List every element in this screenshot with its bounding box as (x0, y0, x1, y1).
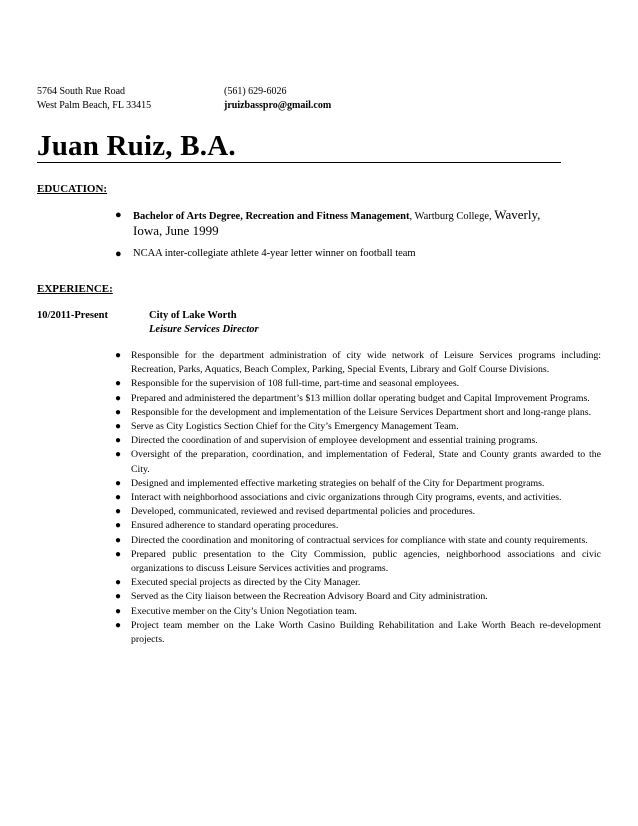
job-date: 10/2011-Present (37, 310, 108, 321)
list-item (109, 420, 601, 434)
experience-bullet: Serve as City Logistics Section Chief for the City’s Emergency Management Team. (131, 421, 459, 433)
list-item (109, 605, 601, 619)
list-item (109, 448, 601, 476)
education-heading: EDUCATION: (37, 183, 108, 195)
job-employer: City of Lake Worth (149, 310, 237, 321)
experience-bullet: Designed and implemented effective marketing strategies on behalf of the City for Department programs. (131, 477, 545, 489)
experience-bullet: Served as the City liaison between the Recreation Advisory Board and City administration. (131, 591, 488, 603)
experience-bullet: Project team member on the Lake Worth Casino Building Rehabilitation and Lake Worth Beach re-development projects. (131, 619, 601, 646)
bullet-icon: ● (115, 506, 122, 518)
experience-list (109, 349, 601, 647)
address-line-1: 5764 South Rue Road (37, 86, 126, 97)
list-item (109, 406, 601, 420)
bullet-icon: ● (115, 619, 122, 631)
experience-bullet: Responsible for the development and implementation of the Leisure Services Department short and long-range plans. (131, 406, 592, 418)
degree-date: Iowa, June 1999 (133, 223, 219, 238)
list-item (109, 434, 601, 448)
bullet-icon: ● (115, 449, 122, 461)
bullet-icon: ● (115, 435, 122, 447)
degree-school: , Wartburg College, (409, 211, 495, 222)
list-item (109, 548, 601, 576)
experience-bullet: Responsible for the department administration of city wide network of Leisure Services programs including: Recreation, Parks, Aquatics, Beach Complex, Parking, Special Events, Library and Golf Course Divisions. (131, 350, 601, 376)
experience-bullet: Oversight of the preparation, coordination, and implementation of Federal, State and County grants awarded to the City. (131, 449, 601, 475)
experience-bullet: Ensured adherence to standard operating procedures. (131, 520, 339, 532)
experience-bullet: Directed the coordination and monitoring of contractual services for compliance with state and county requirements. (131, 534, 588, 546)
education-list (109, 208, 589, 268)
bullet-icon: ● (115, 605, 122, 617)
experience-bullet: Responsible for the supervision of 108 full-time, part-time and seasonal employees. (131, 378, 460, 390)
experience-bullet: Prepared and administered the department’s $13 million dollar operating budget and Capital Improvement Programs. (131, 392, 590, 404)
bullet-icon: ● (115, 209, 122, 221)
list-item (109, 519, 601, 533)
list-item (109, 477, 601, 491)
list-item (109, 590, 601, 604)
bullet-icon: ● (115, 520, 122, 532)
experience-bullet: Prepared public presentation to the City Commission, public agencies, neighborhood associations and civic organizations to discuss Leisure Services activities and programs. (131, 548, 601, 575)
bullet-icon: ● (115, 591, 122, 603)
email-address: jruizbasspro@gmail.com (224, 100, 332, 111)
degree-city: Waverly, (494, 207, 541, 222)
bullet-icon: ● (115, 378, 122, 390)
bullet-icon: ● (115, 534, 122, 546)
experience-bullet: Developed, communicated, reviewed and revised departmental policies and procedures. (131, 506, 476, 518)
list-item (109, 619, 601, 647)
bullet-icon: ● (115, 248, 122, 260)
bullet-icon: ● (115, 492, 122, 504)
list-item (109, 208, 589, 240)
list-item (109, 392, 601, 406)
experience-bullet: Executive member on the City’s Union Negotiation team. (131, 605, 357, 617)
job-title: Leisure Services Director (149, 324, 259, 335)
bullet-icon: ● (115, 477, 122, 489)
experience-bullet: Directed the coordination of and supervision of employee development and essential training programs. (131, 435, 538, 447)
address-line-2: West Palm Beach, FL 33415 (37, 100, 152, 111)
bullet-icon: ● (115, 421, 122, 433)
bullet-icon: ● (115, 577, 122, 589)
list-item (109, 247, 589, 261)
list-item (109, 491, 601, 505)
list-item (109, 534, 601, 548)
candidate-name: Juan Ruiz, B.A. (37, 130, 236, 162)
bullet-icon: ● (115, 406, 122, 418)
bullet-icon: ● (115, 350, 122, 361)
address-block (37, 85, 151, 113)
experience-bullet: Executed special projects as directed by the City Manager. (131, 577, 361, 589)
list-item (109, 349, 601, 377)
bullet-icon: ● (115, 548, 122, 560)
list-item (109, 377, 601, 391)
list-item (109, 576, 601, 590)
name-rule (37, 162, 561, 163)
phone-number: (561) 629-6026 (224, 86, 287, 97)
contact-block (224, 85, 331, 113)
list-item (109, 505, 601, 519)
bullet-icon: ● (115, 392, 122, 404)
experience-bullet: Interact with neighborhood associations and civic organizations through City programs, events, and activities. (131, 492, 562, 504)
experience-heading: EXPERIENCE: (37, 283, 113, 295)
degree-title: Bachelor of Arts Degree, Recreation and Fitness Management (133, 211, 410, 222)
athlete-note: NCAA inter-collegiate athlete 4-year letter winner on football team (133, 248, 416, 259)
